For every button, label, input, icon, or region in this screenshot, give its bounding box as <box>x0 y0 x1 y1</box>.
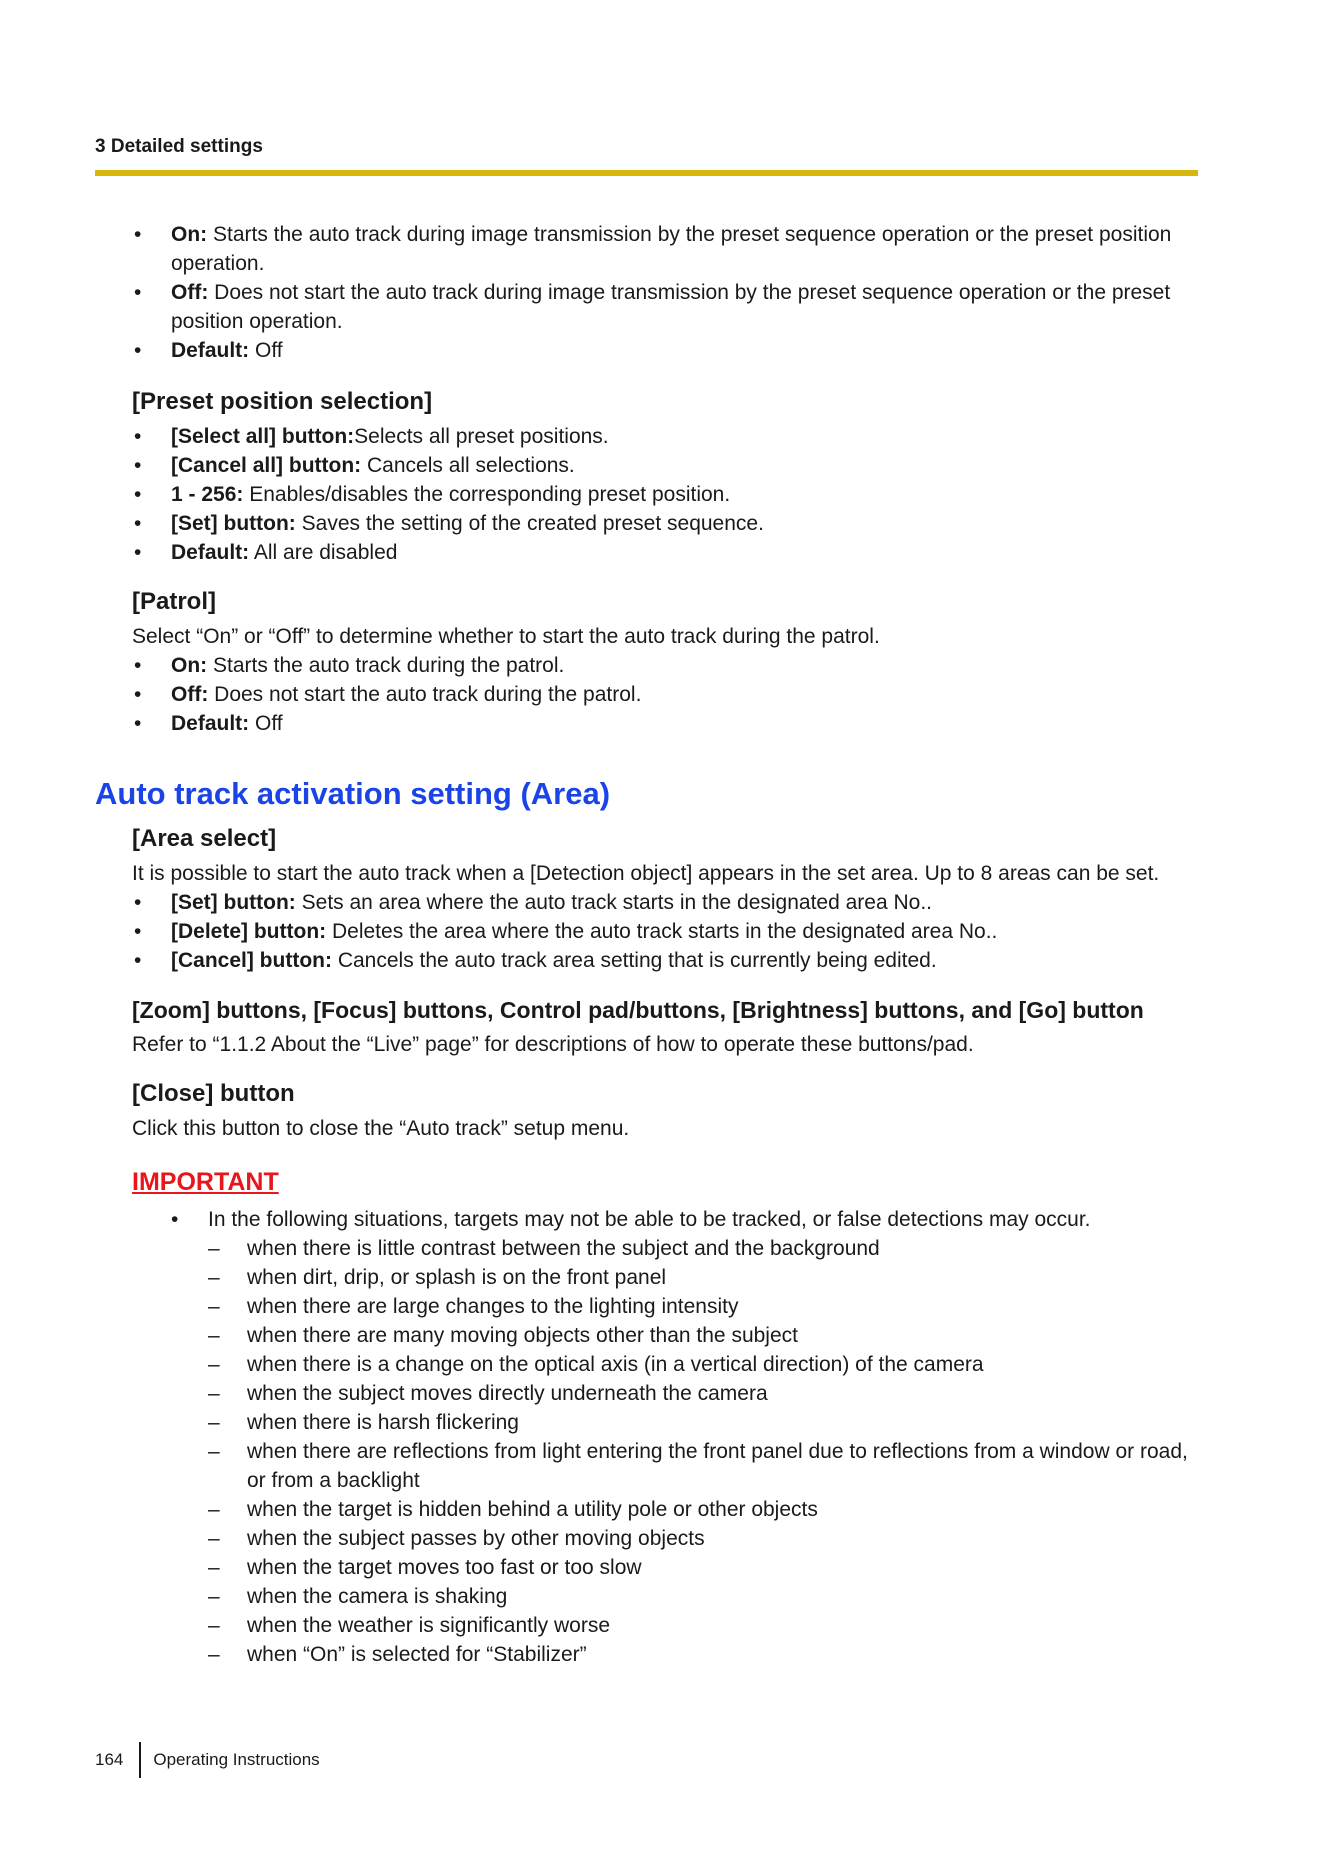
situation-item: – when the camera is shaking <box>208 1582 1202 1611</box>
bullet-text: Enables/disables the corresponding preset position. <box>243 483 731 506</box>
close-button-description: Click this button to close the “Auto track” setup menu. <box>132 1117 630 1140</box>
situation-item: – when the subject passes by other moving objects <box>208 1524 1202 1553</box>
situation-item: – when the target moves too fast or too slow <box>208 1553 1202 1582</box>
list-item <box>132 538 1202 567</box>
bullet-text: All are disabled <box>249 541 398 564</box>
area-select-heading: [Area select] <box>132 825 277 852</box>
intro-bullet-list <box>132 220 1202 365</box>
bullet-text: Saves the setting of the created preset sequence. <box>295 512 764 535</box>
chapter-header: 3 Detailed settings <box>95 136 263 157</box>
list-item <box>132 888 1202 917</box>
bullet-label: [Select all] button: <box>171 425 355 448</box>
situation-item: – when there is a change on the optical axis (in a vertical direction) of the camera <box>208 1350 1202 1379</box>
footer-divider <box>139 1742 141 1778</box>
situation-item: – when “On” is selected for “Stabilizer” <box>208 1640 1202 1669</box>
situation-item: – when the target is hidden behind a utility pole or other objects <box>208 1495 1202 1524</box>
patrol-description: Select “On” or “Off” to determine whether to start the auto track during the patrol. <box>132 625 880 648</box>
list-item <box>169 1205 1202 1669</box>
section-title: Auto track activation setting (Area) <box>95 776 611 811</box>
bullet-label: Default: <box>171 712 250 735</box>
situation-item: – when the weather is significantly worse <box>208 1611 1202 1640</box>
list-item <box>132 422 1202 451</box>
situation-item: – when dirt, drip, or splash is on the front panel <box>208 1263 1202 1292</box>
preset-selection-list <box>132 422 1202 567</box>
list-item <box>132 680 1202 709</box>
list-item <box>132 451 1202 480</box>
page-content <box>95 220 1202 1669</box>
bullet-text: Does not start the auto track during the patrol. <box>208 683 642 706</box>
bullet-text: Starts the auto track during the patrol. <box>207 654 565 677</box>
bullet-label: Default: <box>171 541 250 564</box>
area-select-list <box>132 888 1202 975</box>
bullet-label: Default: <box>171 339 250 362</box>
close-button-heading: [Close] button <box>132 1080 295 1107</box>
situation-item: – when there are many moving objects other than the subject <box>208 1321 1202 1350</box>
bullet-label: [Cancel all] button: <box>171 454 362 477</box>
header-rule <box>95 170 1198 176</box>
situation-item: – when there are large changes to the lighting intensity <box>208 1292 1202 1321</box>
important-title: IMPORTANT <box>132 1168 279 1196</box>
bullet-label: Off: <box>171 683 209 706</box>
list-item <box>132 917 1202 946</box>
bullet-label: [Set] button: <box>171 891 296 914</box>
page-number: 164 <box>95 1750 124 1769</box>
bullet-label: On: <box>171 654 208 677</box>
list-item <box>132 709 1202 738</box>
bullet-label: 1 - 256: <box>171 483 244 506</box>
situation-item: – when there is harsh flickering <box>208 1408 1202 1437</box>
zoom-buttons-description: Refer to “1.1.2 About the “Live” page” for descriptions of how to operate these buttons/pad. <box>132 1033 974 1056</box>
important-intro: In the following situations, targets may not be able to be tracked, or false detections may occur. <box>208 1208 1091 1231</box>
list-item <box>132 480 1202 509</box>
bullet-label: [Set] button: <box>171 512 296 535</box>
important-list <box>132 1205 1202 1669</box>
page-footer <box>95 1742 320 1778</box>
patrol-heading: [Patrol] <box>132 588 216 615</box>
list-item <box>132 220 1202 278</box>
situation-item: – when there is little contrast between the subject and the background <box>208 1234 1202 1263</box>
bullet-label: [Delete] button: <box>171 920 327 943</box>
situation-item: – when the subject moves directly underneath the camera <box>208 1379 1202 1408</box>
bullet-text: Cancels the auto track area setting that is currently being edited. <box>331 949 937 972</box>
bullet-text: Starts the auto track during image transmission by the preset sequence operation or the preset position operation. <box>171 223 1172 275</box>
patrol-list <box>132 651 1202 738</box>
preset-selection-heading: [Preset position selection] <box>132 388 433 415</box>
bullet-label: On: <box>171 223 208 246</box>
list-item <box>132 509 1202 538</box>
list-item <box>132 336 1202 365</box>
bullet-text: Off <box>249 339 283 362</box>
bullet-label: [Cancel] button: <box>171 949 332 972</box>
bullet-text: Off <box>249 712 283 735</box>
situation-item: – when there are reflections from light entering the front panel due to reflections from a window or road, or from a backlight <box>208 1437 1202 1495</box>
bullet-text: Deletes the area where the auto track starts in the designated area No.. <box>326 920 998 943</box>
bullet-text: Does not start the auto track during image transmission by the preset sequence operation or the preset position operation. <box>171 281 1171 333</box>
area-select-description: It is possible to start the auto track when a [Detection object] appears in the set area. Up to 8 areas can be set. <box>132 862 1160 885</box>
list-item <box>132 651 1202 680</box>
zoom-buttons-heading: [Zoom] buttons, [Focus] buttons, Control pad/buttons, [Brightness] buttons, and [Go] button <box>132 997 1144 1023</box>
document-title: Operating Instructions <box>153 1750 320 1769</box>
bullet-label: Off: <box>171 281 209 304</box>
bullet-text: Cancels all selections. <box>361 454 575 477</box>
list-item <box>132 278 1202 336</box>
situation-list <box>208 1234 1202 1669</box>
bullet-text: Selects all preset positions. <box>354 425 609 448</box>
list-item <box>132 946 1202 975</box>
bullet-text: Sets an area where the auto track starts in the designated area No.. <box>295 891 933 914</box>
